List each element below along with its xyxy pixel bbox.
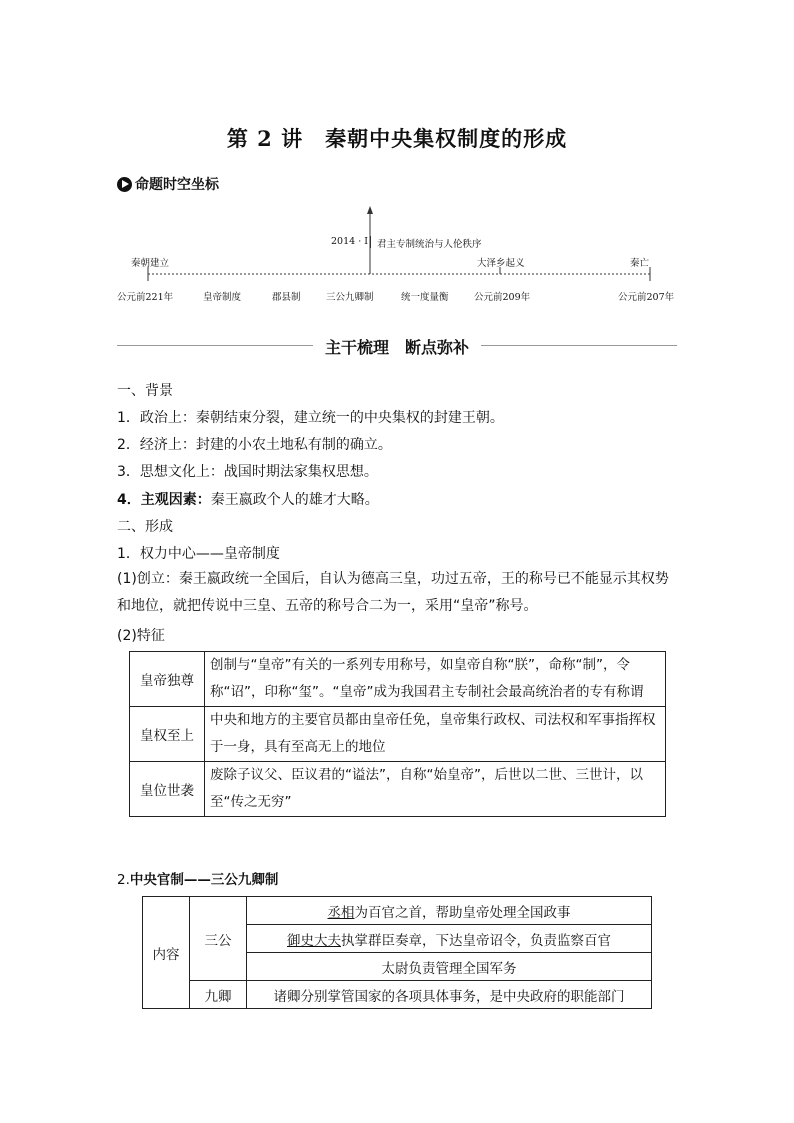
background-item-thought: 3．思想文化上：战国时期法家集权思想。 (117, 464, 378, 480)
feature-name: 皇权至上 (130, 707, 205, 762)
feature-desc: 废除子议父、臣议君的“谥法”，自称“始皇帝”，后世以二世、三世计，以至“传之无穷” (205, 762, 666, 817)
jiuqing-desc: 诸卿分别掌管国家的各项具体事务，是中央政府的职能部门 (247, 981, 652, 1009)
table-row (143, 897, 652, 925)
label-three-lords: 三公九卿制 (326, 292, 374, 303)
feature-desc: 创制与“皇帝”有关的一系列专用称号，如皇帝自称“朕”，命称“制”，令称“诏”，印称“玺”。“皇帝”成为我国君主专制社会最高统治者的专有称谓 (205, 652, 666, 707)
creation-paragraph: (1)创立：秦王嬴政统一全国后，自认为德高三皇，功过五帝，王的称号已不能显示其权势和地位，就把传说中三皇、五帝的称号合二为一，采用“皇帝”称号。 (117, 571, 669, 614)
event-qin-fall: 秦亡 (630, 258, 650, 269)
label-commandery-system: 郡县制 (272, 292, 301, 303)
timeline-axis (115, 200, 685, 310)
feature-name: 皇帝独尊 (130, 652, 205, 707)
sangong-item: 丞相为百官之首，帮助皇帝处理全国政事 (247, 897, 652, 925)
timeline (115, 200, 685, 310)
exam-note-year: 2014 · Ⅰ (331, 236, 368, 247)
officials-table (142, 896, 652, 1009)
play-circle-icon (117, 177, 132, 192)
event-dazexiang-uprising: 大泽乡起义 (477, 258, 525, 269)
content-label: 内容 (143, 897, 190, 1009)
sangong-item: 御史大夫执掌群臣奏章，下达皇帝诏令，负责监察百官 (247, 925, 652, 953)
features-label: (2)特征 (117, 628, 165, 644)
table-row (130, 652, 666, 707)
table-row (130, 762, 666, 817)
exam-note-separator (370, 236, 371, 248)
label-207bc: 公元前207年 (618, 292, 675, 303)
page-title: 第 2 讲 秦朝中央集权制度的形成 (226, 126, 568, 151)
section-tag-label: 命题时空坐标 (135, 177, 219, 193)
emperor-features-table (129, 651, 666, 817)
feature-desc: 中央和地方的主要官员都由皇帝任免，皇帝集行政权、司法权和军事指挥权于一身，具有至高无上的地位 (205, 707, 666, 762)
label-209bc: 公元前209年 (474, 292, 531, 303)
background-heading: 一、背景 (117, 383, 173, 399)
jiuqing-label: 九卿 (190, 981, 247, 1009)
label-unified-measures: 统一度量衡 (401, 292, 449, 303)
table-row (143, 981, 652, 1009)
formation-heading: 二、形成 (117, 519, 173, 535)
background-item-economy: 2．经济上：封建的小农土地私有制的确立。 (117, 437, 392, 453)
background-item-subjective: 4．主观因素：秦王嬴政个人的雄才大略。 (117, 492, 379, 508)
label-emperor-system: 皇帝制度 (203, 292, 242, 303)
feature-name: 皇位世袭 (130, 762, 205, 817)
background-item-politics: 1．政治上：秦朝结束分裂，建立统一的中央集权的封建王朝。 (117, 410, 504, 426)
table-row (130, 707, 666, 762)
section-divider: 主干梳理 断点弥补 (0, 335, 794, 358)
label-221bc: 公元前221年 (117, 292, 174, 303)
sangong-label: 三公 (190, 897, 247, 981)
event-qin-founded: 秦朝建立 (131, 258, 170, 269)
sangong-item: 太尉负责管理全国军务 (247, 953, 652, 981)
exam-note-topic: 君主专制统治与人伦秩序 (377, 239, 482, 250)
power-center-heading: 1．权力中心——皇帝制度 (117, 546, 280, 562)
section-tag (117, 174, 219, 194)
central-officials-heading: 2.中央官制——三公九卿制 (117, 872, 279, 888)
